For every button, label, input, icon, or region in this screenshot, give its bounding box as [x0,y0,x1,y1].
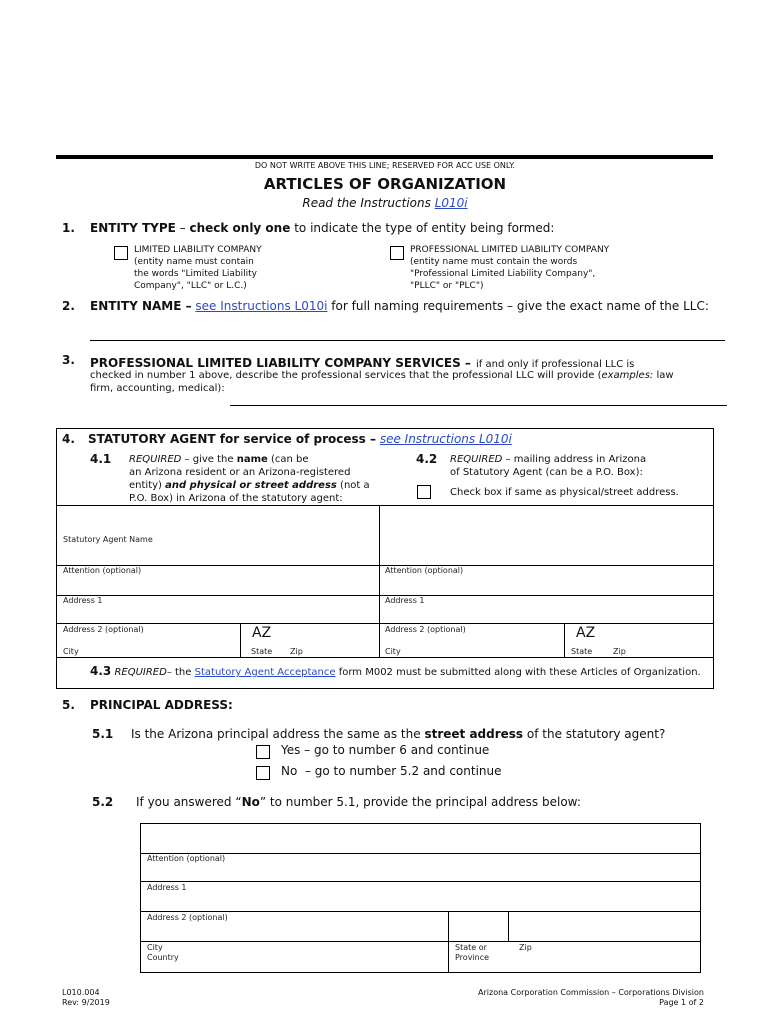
state-label-right: State [571,647,593,656]
s4-grid-v-state-left [240,623,241,657]
footer-agency: Arizona Corporation Commission – Corporations Division Page 1 of 2 [478,988,704,1007]
agent-acceptance-link[interactable]: Statutory Agent Acceptance [194,667,336,678]
section-4-2-number: 4.2 [416,452,438,466]
principal-yes-checkbox[interactable] [256,745,270,759]
pllc-checkbox[interactable] [390,246,404,260]
footer-form-id: L010.004 Rev: 9/2019 [62,988,110,1007]
principal-city-label: City [147,943,163,952]
s4-grid-v-state-right [564,623,565,657]
attention-label-left: Attention (optional) [63,566,142,575]
attention-label-right: Attention (optional) [385,566,464,575]
principal-province-label: Province [455,953,490,962]
s5-grid-v1 [448,911,449,973]
s4-grid-v-mid [379,505,380,657]
state-label-left: State [251,647,273,656]
top-rule [56,155,713,159]
section-3-text: checked in number 1 above, describe the professional services that the professional LLC will provide (examples: law firm, accounting, medical): [90,370,674,394]
section-4-3: 4.3 REQUIRED– the Statutory Agent Acceptance form M002 must be submitted along with these Articles of Organization. [90,664,701,678]
same-address-label: Check box if same as physical/street address. [450,487,679,498]
principal-zip-label: Zip [519,943,532,952]
section-4-heading: STATUTORY AGENT for service of process – see Instructions L010i [88,432,512,446]
section-2-heading: ENTITY NAME – see Instructions L010i for full naming requirements – give the exact name of the LLC: [90,299,709,313]
reserved-notice: DO NOT WRITE ABOVE THIS LINE; RESERVED FOR ACC USE ONLY. [254,161,516,170]
page-title: ARTICLES OF ORGANIZATION [263,175,507,193]
s4-grid-h4 [56,623,714,624]
principal-yes-label: Yes – go to number 6 and continue [281,743,490,757]
zip-label-right: Zip [613,647,626,656]
pllc-option: PROFESSIONAL LIMITED LIABILITY COMPANY (entity name must contain the words "Professional Limited Liability Company", "PLLC" or "PLC") [410,245,610,291]
services-line[interactable] [230,405,727,406]
agent-name-field[interactable] [57,506,378,534]
section-5-1-question: Is the Arizona principal address the same as the street address of the statutory agent? [131,727,666,741]
same-address-checkbox[interactable] [417,485,431,499]
agent-name-label: Statutory Agent Name [63,535,153,544]
address1-label-right: Address 1 [385,596,425,605]
instructions-link[interactable]: L010i [434,196,468,210]
s5-grid-h3 [140,911,701,912]
address1-label-left: Address 1 [63,596,103,605]
entity-name-line[interactable] [90,340,725,341]
s5-grid-v2 [508,911,509,941]
section-2-instructions-link[interactable]: see Instructions L010i [195,299,328,313]
section-1-number: 1. [62,221,75,235]
s4-grid-h5 [56,657,714,658]
section-4-2-text: REQUIRED – mailing address in Arizona of Statutory Agent (can be a P.O. Box): [450,454,647,478]
principal-attention-label: Attention (optional) [147,854,226,863]
section-4-instructions-link[interactable]: see Instructions L010i [379,432,512,446]
section-5-1-number: 5.1 [92,727,114,741]
principal-country-label: Country [147,953,179,962]
section-5-2-text: If you answered “No” to number 5.1, provide the principal address below: [136,795,581,809]
section-5-heading: PRINCIPAL ADDRESS: [90,698,233,712]
llc-option: LIMITED LIABILITY COMPANY (entity name must contain the words "Limited Liability Company", "LLC" or L.C.) [134,245,262,291]
state-value-left: AZ [252,625,272,641]
principal-address2-label: Address 2 (optional) [147,913,228,922]
principal-address1-label: Address 1 [147,883,187,892]
principal-no-label: No – go to number 5.2 and continue [281,764,502,778]
zip-label-left: Zip [290,647,303,656]
principal-state-label: State or [455,943,487,952]
city-label-right: City [385,647,401,656]
section-4-number: 4. [62,432,75,446]
state-value-right: AZ [576,625,596,641]
city-label-left: City [63,647,79,656]
section-2-number: 2. [62,299,75,313]
s5-grid-h2 [140,881,701,882]
llc-checkbox[interactable] [114,246,128,260]
section-5-number: 5. [62,698,75,712]
section-5-2-number: 5.2 [92,795,114,809]
read-instructions: Read the Instructions L010i [302,196,468,210]
section-1-heading: ENTITY TYPE – check only one to indicate the type of entity being formed: [90,221,555,235]
section-3-number: 3. [62,353,75,367]
s5-grid-h4 [140,941,701,942]
principal-no-checkbox[interactable] [256,766,270,780]
section-3-heading: PROFESSIONAL LIMITED LIABILITY COMPANY SERVICES – if and only if professional LLC is [90,356,635,370]
principal-address-box [140,823,701,973]
section-4-1-text: REQUIRED – give the name (can be an Arizona resident or an Arizona-registered entity) and physical or street address (not a P.O. Box) in Arizona of the statutory agent: [129,454,370,504]
section-4-1-number: 4.1 [90,452,112,466]
address2-label-left: Address 2 (optional) [63,625,144,634]
address2-label-right: Address 2 (optional) [385,625,466,634]
